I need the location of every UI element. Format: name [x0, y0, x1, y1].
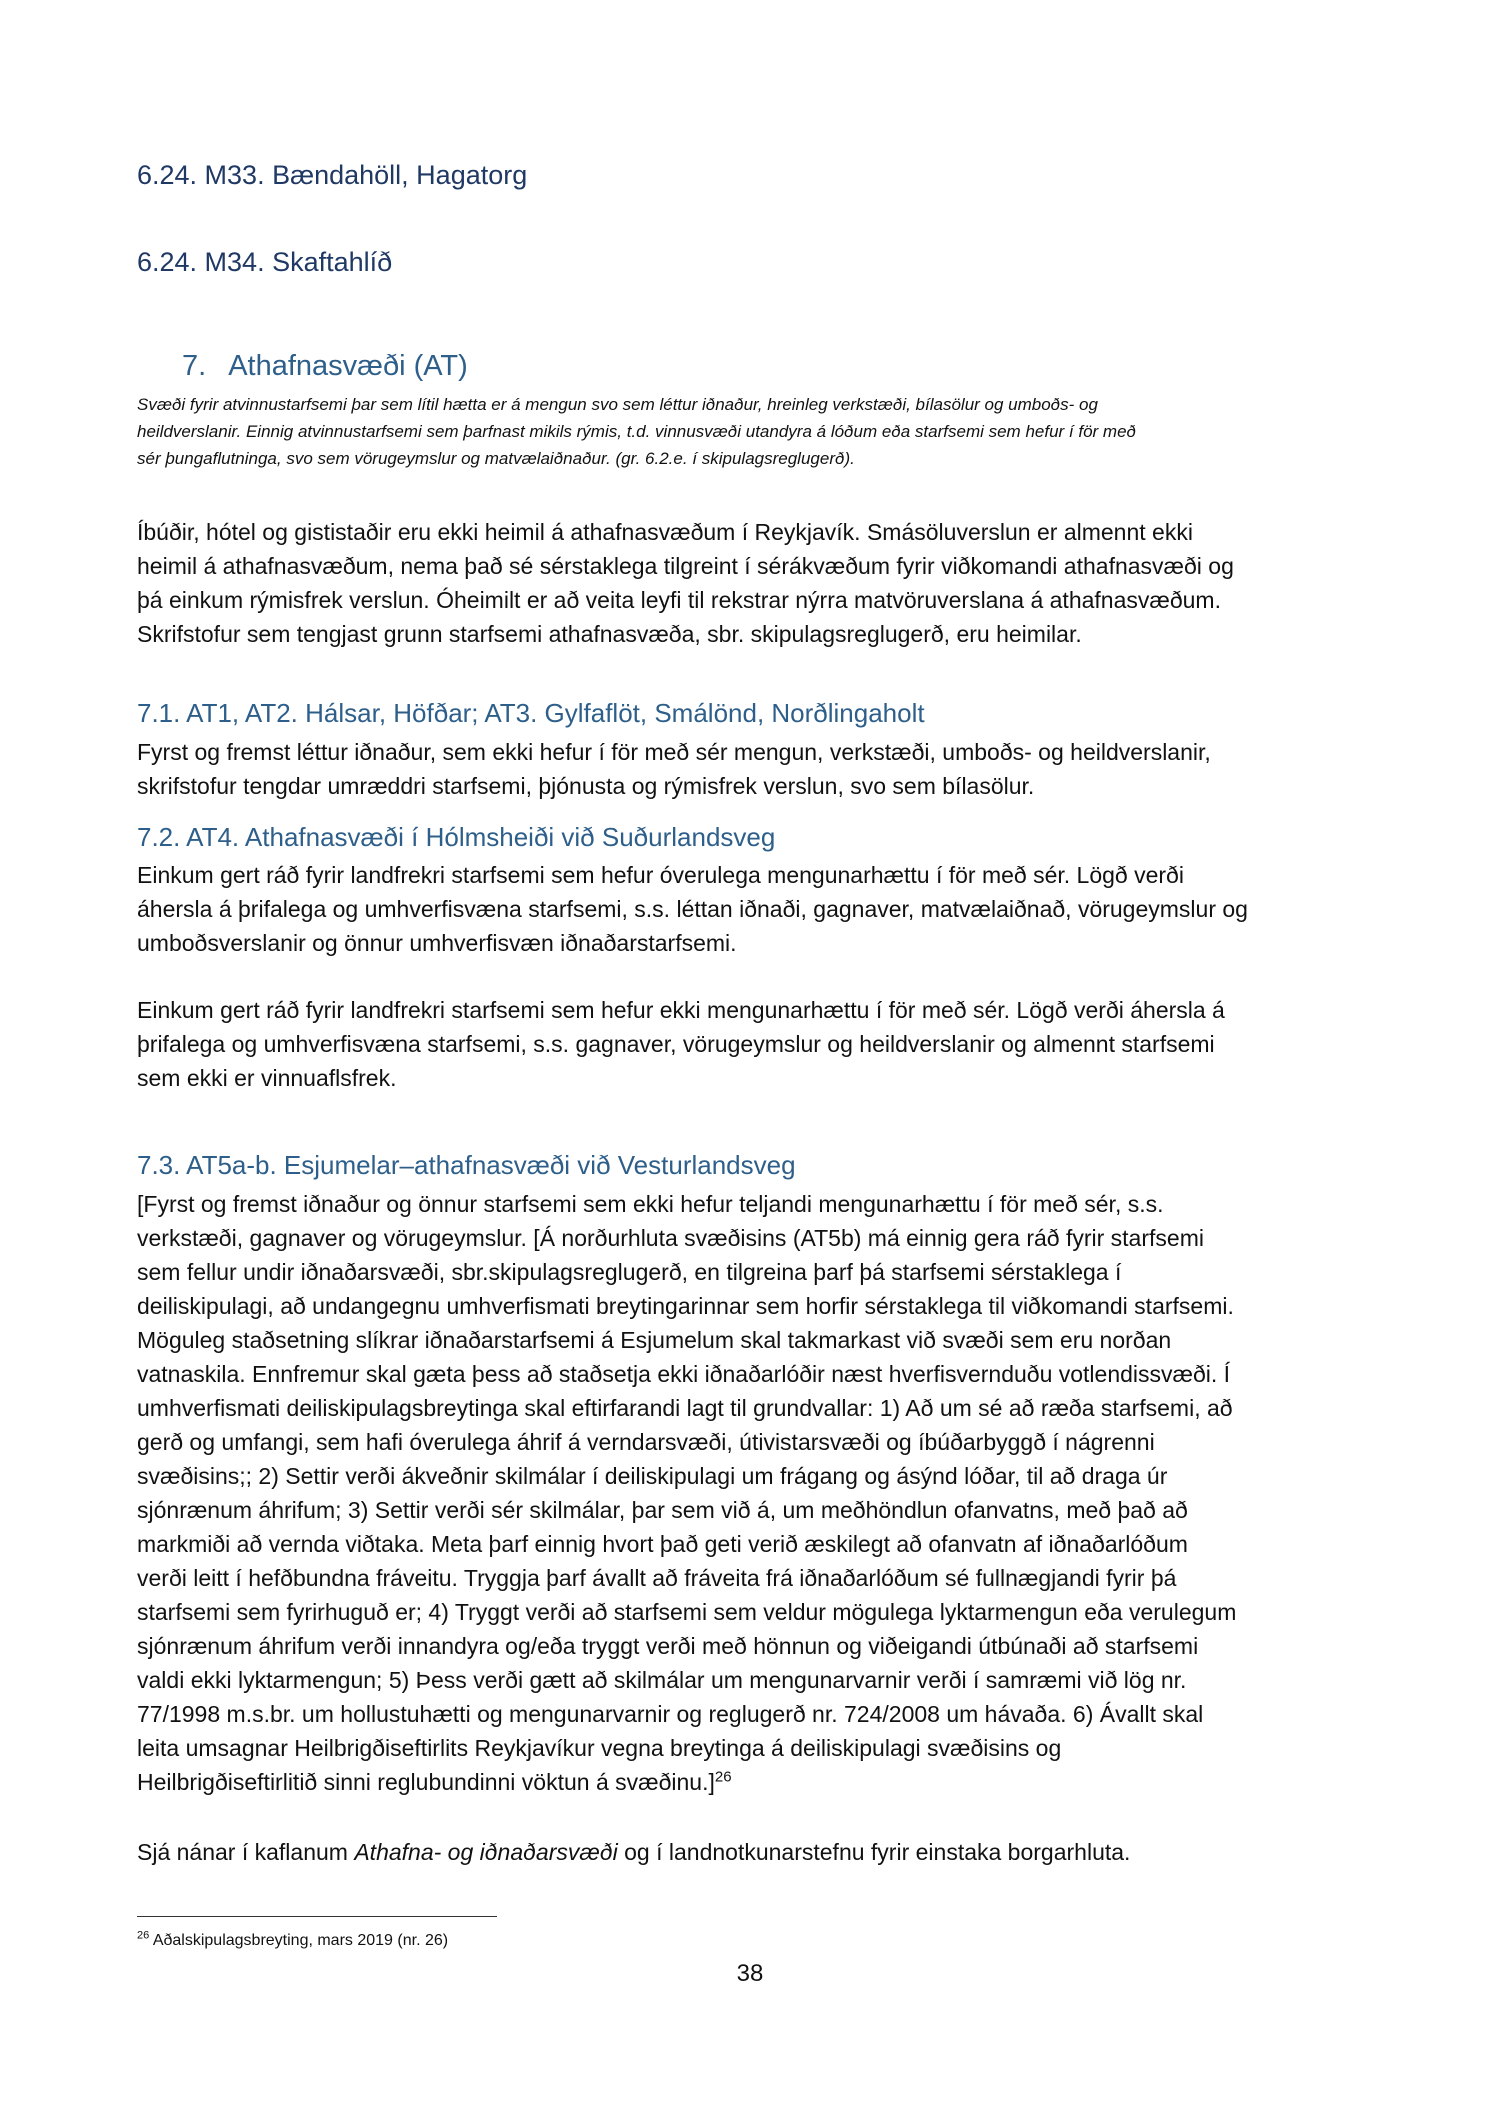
footnote-number: 26: [137, 1929, 150, 1942]
section-7-2-paragraph-1: [137, 858, 1387, 960]
heading-m33: 6.24. M33. Bændahöll, Hagatorg: [137, 160, 528, 190]
text-line: svæðisins;; 2) Settir verði ákveðnir skilmálar í deiliskipulagi um frágang og ásýnd lóðar, til að draga úr: [137, 1463, 1168, 1489]
text-line: [137, 1765, 1387, 1799]
section-7-3-heading: 7.3. AT5a-b. Esjumelar–athafnasvæði við Vesturlandsveg: [137, 1150, 796, 1180]
text-line: [Fyrst og fremst iðnaður og önnur starfsemi sem ekki hefur teljandi mengunarhættu í för með sér, s.s.: [137, 1191, 1164, 1217]
footnote-separator: [137, 1916, 497, 1917]
text-line: vatnaskila. Ennfremur skal gæta þess að staðsetja ekki iðnaðarlóðir næst hverfisvernduðu votlendissvæði. Í: [137, 1361, 1231, 1387]
text-line: heimil á athafnasvæðum, nema það sé sérstaklega tilgreint í sérákvæðum fyrir viðkomandi athafnasvæði og: [137, 553, 1234, 579]
text-line-content: Heilbrigðiseftirlitið sinni reglubundinni vöktun á svæðinu.]: [137, 1769, 715, 1795]
definition-line: sér þungaflutninga, svo sem vörugeymslur og matvælaiðnaður. (gr. 6.2.e. í skipulagsreglugerð).: [137, 449, 855, 468]
footnote-text: Aðalskipulagsbreyting, mars 2019 (nr. 26): [152, 1932, 449, 1949]
see-more-suffix: og í landnotkunarstefnu fyrir einstaka borgarhluta.: [617, 1839, 1131, 1865]
text-line: þá einkum rýmisfrek verslun. Óheimilt er að veita leyfi til rekstrar nýrra matvöruverslana á athafnasvæðum.: [137, 587, 1221, 613]
section-7-2-paragraph-2: [137, 993, 1387, 1095]
intro-paragraph: [137, 515, 1387, 651]
text-line: skrifstofur tengdar umræddri starfsemi, þjónusta og rýmisfrek verslun, svo sem bílasölur.: [137, 773, 1035, 799]
text-line: Einkum gert ráð fyrir landfrekri starfsemi sem hefur ekki mengunarhættu í för með sér. Lögð verði áhersla á: [137, 997, 1225, 1023]
chapter-7-heading: [182, 350, 468, 383]
section-7-3-body: [137, 1187, 1387, 1799]
text-line: 77/1998 m.s.br. um hollustuhætti og mengunarvarnir og reglugerð nr. 724/2008 um hávaða. 6) Ávallt skal: [137, 1701, 1204, 1727]
footnote: [137, 1929, 449, 1950]
text-line: markmiði að vernda viðtaka. Meta þarf einnig hvort það geti verið æskilegt að ofanvatn af iðnaðarlóðum: [137, 1531, 1188, 1557]
text-line: sem fellur undir iðnaðarsvæði, sbr.skipulagsreglugerð, en tilgreina þarf þá starfsemi sérstaklega í: [137, 1259, 1122, 1285]
page-number: 38: [736, 1960, 764, 1987]
text-line: starfsemi sem fyrirhuguð er; 4) Tryggt verði að starfsemi sem veldur mögulega lyktarmengun eða verulegum: [137, 1599, 1237, 1625]
chapter-title: Athafnasvæði (AT): [228, 350, 468, 382]
text-line: Möguleg staðsetning slíkrar iðnaðarstarfsemi á Esjumelum skal takmarkast við svæði sem eru norðan: [137, 1327, 1172, 1353]
text-line: leita umsagnar Heilbrigðiseftirlits Reykjavíkur vegna breytinga á deiliskipulagi svæðisins og: [137, 1735, 1062, 1761]
definition-line: Svæði fyrir atvinnustarfsemi þar sem lítil hætta er á mengun svo sem léttur iðnaður, hreinleg verkstæði, bílasölur og umboðs- og: [137, 395, 1098, 414]
text-line: verði leitt í hefðbundna fráveitu. Tryggja þarf ávallt að fráveita frá iðnaðarlóðum sé fullnægjandi fyrir þá: [137, 1565, 1177, 1591]
text-line: gerð og umfangi, sem hafi óverulega áhrif á verndarsvæði, útivistarsvæði og íbúðarbyggð í nágrenni: [137, 1429, 1155, 1455]
text-line: umboðsverslanir og önnur umhverfisvæn iðnaðarstarfsemi.: [137, 930, 737, 956]
text-line: sjónrænum áhrifum verði innandyra og/eða tryggt verði með hönnun og viðeigandi útbúnaði að starfsemi: [137, 1633, 1199, 1659]
section-7-2-heading: 7.2. AT4. Athafnasvæði í Hólmsheiði við Suðurlandsveg: [137, 822, 776, 852]
text-line: Skrifstofur sem tengjast grunn starfsemi athafnasvæða, sbr. skipulagsreglugerð, eru heimilar.: [137, 621, 1082, 647]
text-line: verkstæði, gagnaver og vörugeymslur. [Á norðurhluta svæðisins (AT5b) má einnig gera ráð fyrir starfsemi: [137, 1225, 1204, 1251]
text-line: deiliskipulagi, að undangegnu umhverfismati breytingarinnar sem horfir sérstaklega til viðkomandi starfsemi.: [137, 1293, 1234, 1319]
footnote-reference[interactable]: 26: [714, 1768, 732, 1786]
chapter-number: 7.: [182, 350, 207, 382]
text-line: sjónrænum áhrifum; 3) Settir verði sér skilmálar, þar sem við á, um meðhöndlun ofanvatns, með það að: [137, 1497, 1188, 1523]
see-more-prefix: Sjá nánar í kaflanum: [137, 1839, 355, 1865]
text-line: Íbúðir, hótel og gististaðir eru ekki heimil á athafnasvæðum í Reykjavík. Smásöluverslun er almennt ekki: [137, 519, 1193, 545]
text-line: umhverfismati deiliskipulagsbreytinga skal eftirfarandi lagt til grundvallar: 1) Að um sé að ræða starfsemi, að: [137, 1395, 1233, 1421]
text-line: Fyrst og fremst léttur iðnaður, sem ekki hefur í för með sér mengun, verkstæði, umboðs- og heildverslanir,: [137, 739, 1211, 765]
chapter-reference: Athafna- og iðnaðarsvæði: [354, 1839, 618, 1865]
section-7-1-heading: 7.1. AT1, AT2. Hálsar, Höfðar; AT3. Gylfaflöt, Smálönd, Norðlingaholt: [137, 698, 925, 728]
zone-definition: [137, 391, 1387, 472]
definition-line: heildverslanir. Einnig atvinnustarfsemi sem þarfnast mikils rýmis, t.d. vinnusvæði utandyra á lóðum eða starfsemi sem hefur í för með: [137, 422, 1136, 441]
text-line: Einkum gert ráð fyrir landfrekri starfsemi sem hefur óverulega mengunarhættu í för með sér. Lögð verði: [137, 862, 1184, 888]
heading-m34: 6.24. M34. Skaftahlíð: [137, 247, 393, 277]
section-7-1-body: [137, 735, 1387, 803]
text-line: valdi ekki lyktarmengun; 5) Þess verði gætt að skilmálar um mengunarvarnir verði í samræmi við lög nr.: [137, 1667, 1187, 1693]
text-line: þrifalega og umhverfisvæna starfsemi, s.s. gagnaver, vörugeymslur og heildverslanir og almennt starfsemi: [137, 1031, 1215, 1057]
see-more-paragraph: [137, 1835, 1387, 1869]
text-line: áhersla á þrifalega og umhverfisvæna starfsemi, s.s. léttan iðnaði, gagnaver, matvælaiðnað, vörugeymslur og: [137, 896, 1248, 922]
text-line: sem ekki er vinnuaflsfrek.: [137, 1065, 397, 1091]
